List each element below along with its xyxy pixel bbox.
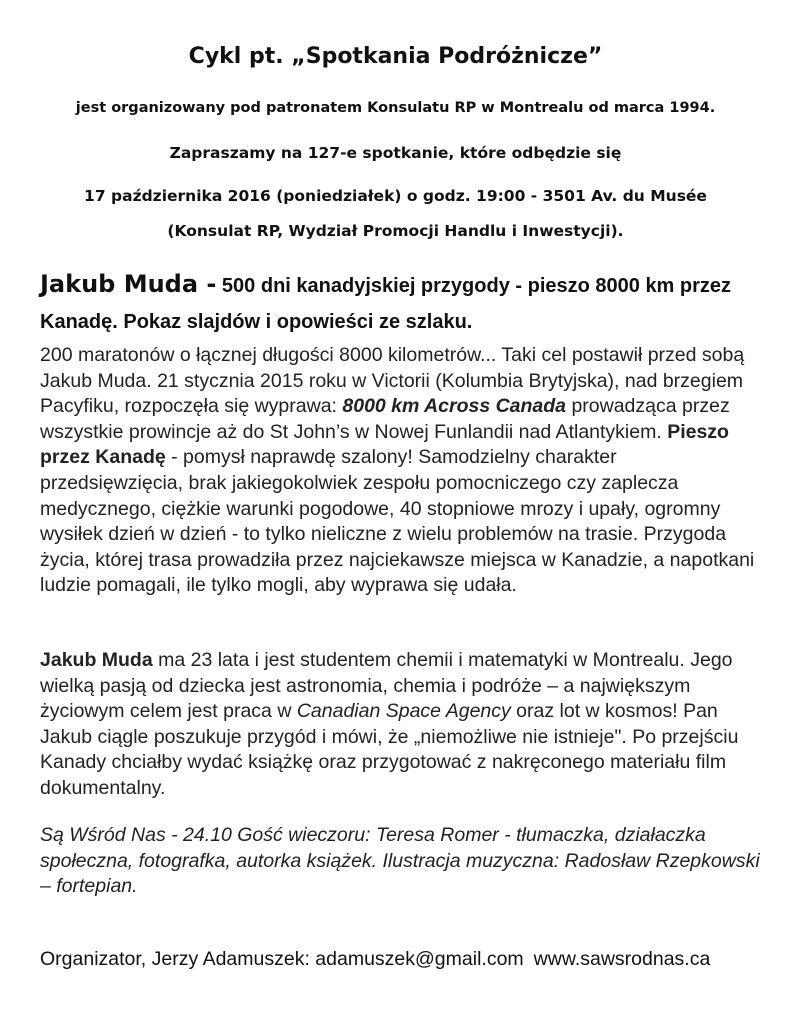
description-text: prowadząca przez wszystkie prowincje aż do St John’s w Nowej Funlandii nad Atlantykiem. <box>40 395 730 443</box>
agency-name: Canadian Space Agency <box>296 700 511 723</box>
speaker-name-bold: Jakub Muda <box>40 649 153 671</box>
patronage-line: jest organizowany pod patronatem Konsulatu RP w Montrealu od marca 1994. <box>75 100 716 116</box>
expedition-slogan: Pieszo przez Kanadę <box>40 420 729 469</box>
description-text: - pomysł naprawdę szalony! Samodzielny charakter przedsięwzięcia, brak jakiegokolwiek zespołu pomocniczego czy zaplecza medycznego, ciężkie warunki pogodowe, 40 stopniowe mrozy i upały, ogromny wysiłek dzień w dzień - to tylko nieliczne z wielu problemów na trasie. Przygoda życia, której trasa prowadziła przez najciekawsze miejsca w Kanadzie, a napotkani ludzie pomagali, ile tylko mogli, aby wyprawa się udała. <box>40 446 755 597</box>
event-heading <box>40 266 780 340</box>
next-event-paragraph: Są Wśród Nas - 24.10 Gość wieczoru: Teresa Romer - tłumaczka, działaczka społeczna, fotografka, autorka książek. Ilustracja muzyczna: Radosław Rzepkowski – fortepian. <box>40 824 760 898</box>
invitation-line: Zapraszamy na 127-e spotkanie, które odbędzie się <box>169 144 622 162</box>
bio-text: ma 23 lata i jest studentem chemii i matematyki w Montrealu. Jego wielką pasją od dziecka jest astronomia, chemia i podróże – a największym życiowym celem jest praca w <box>40 649 733 723</box>
event-topic: 500 dni kanadyjskiej przygody - pieszo 8000 km przez Kanadę. Pokaz slajdów i opowieści ze szlaku. <box>40 275 732 333</box>
organizer-contact[interactable]: Organizator, Jerzy Adamuszek: adamuszek@gmail.com <box>40 948 524 970</box>
description-paragraph <box>40 343 765 599</box>
footer <box>40 948 780 971</box>
expedition-name: 8000 km Across Canada <box>342 395 567 418</box>
speaker-bio-paragraph <box>40 648 765 802</box>
series-title: Cykl pt. „Spotkania Podróżnicze” <box>188 44 603 69</box>
description-text: 200 maratonów o łącznej długości 8000 kilometrów... Taki cel postawił przed sobą Jakub Muda. 21 stycznia 2015 roku w Victorii (Kolumbia Brytyjska), nad brzegiem Pacyfiku, rozpoczęła się wyprawa: <box>40 344 745 418</box>
website-link[interactable]: www.sawsrodnas.ca <box>533 948 711 970</box>
date-place-line: 17 października 2016 (poniedziałek) o godz. 19:00 - 3501 Av. du Musée <box>84 187 707 205</box>
speaker-name: Jakub Muda - <box>40 270 217 298</box>
bio-text: oraz lot w kosmos! Pan Jakub ciągle poszukuje przygód i mówi, że „niemożliwe nie istnieje". Po przejściu Kanady chciałby wydać książkę oraz przygotować z nakręconego materiału film dokumentalny. <box>40 700 739 799</box>
venue-line: (Konsulat RP, Wydział Promocji Handlu i Inwestycji). <box>167 222 624 240</box>
